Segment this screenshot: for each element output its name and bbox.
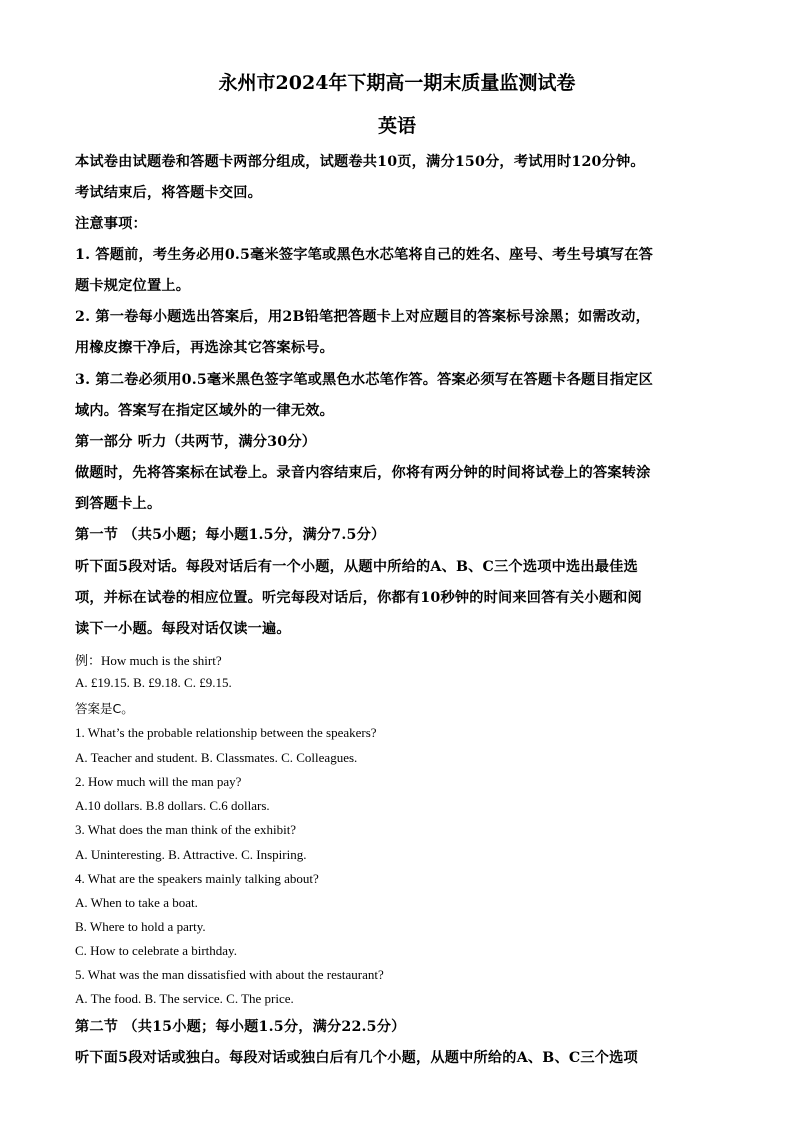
intro-line: 本试卷由试题卷和答题卡两部分组成，试题卷共10页，满分150分，考试用时120分钟。: [75, 154, 645, 170]
question-4-option-b: B. Where to hold a party.: [75, 919, 206, 934]
section1-instruction: 听下面5段对话。每段对话后有一个小题，从题中所给的A、B、C三个选项中选出最佳选: [75, 559, 638, 575]
question-3: 3. What does the man think of the exhibit?: [75, 822, 297, 837]
question-3-options: A. Uninteresting. B. Attractive. C. Inspiring.: [75, 847, 307, 862]
notice-line: 域内。答案写在指定区域外的一律无效。: [75, 403, 334, 419]
question-1-options: A. Teacher and student. B. Classmates. C. Colleagues.: [75, 750, 358, 765]
question-2: 2. How much will the man pay?: [75, 774, 242, 789]
question-5: 5. What was the man dissatisfied with about the restaurant?: [75, 967, 384, 982]
intro-line: 考试结束后，将答题卡交回。: [75, 185, 263, 201]
part1-instruction: 到答题卡上。: [75, 496, 162, 512]
question-4-option-a: A. When to take a boat.: [75, 895, 198, 910]
section2-instruction: 听下面5段对话或独白。每段对话或独白后有几个小题，从题中所给的A、B、C三个选项: [75, 1050, 638, 1066]
section1-instruction: 读下一小题。每段对话仅读一遍。: [75, 621, 291, 637]
notice-line: 题卡规定位置上。: [75, 278, 191, 294]
notice-heading: 注意事项：: [75, 216, 147, 232]
notice-line: 2. 第一卷每小题选出答案后，用2B铅笔把答题卡上对应题目的答案标号涂黑；如需改动，: [75, 309, 650, 325]
question-4: 4. What are the speakers mainly talking about?: [75, 871, 319, 886]
exam-title: 永州市2024年下期高一期末质量监测试卷: [218, 72, 576, 94]
question-1: 1. What’s the probable relationship between the speakers?: [75, 725, 377, 740]
subject-title: 英语: [377, 115, 416, 137]
section1-heading: 第一节 （共5小题；每小题1.5分，满分7.5分）: [75, 527, 386, 543]
notice-line: 用橡皮擦干净后，再选涂其它答案标号。: [75, 340, 334, 356]
example-options: A. £19.15. B. £9.18. C. £9.15.: [75, 675, 232, 690]
notice-line: 3. 第二卷必须用0.5毫米黑色签字笔或黑色水芯笔作答。答案必须写在答题卡各题目指定区: [75, 372, 653, 388]
part1-instruction: 做题时，先将答案标在试卷上。录音内容结束后，你将有两分钟的时间将试卷上的答案转涂: [75, 465, 651, 481]
section1-instruction: 项，并标在试卷的相应位置。听完每段对话后，你都有10秒钟的时间来回答有关小题和阅: [75, 590, 642, 606]
question-2-options: A.10 dollars. B.8 dollars. C.6 dollars.: [75, 798, 270, 813]
example-answer: 答案是C。: [75, 701, 134, 716]
question-4-option-c: C. How to celebrate a birthday.: [75, 943, 237, 958]
part1-heading: 第一部分 听力（共两节，满分30分）: [75, 434, 317, 450]
example-question: 例：How much is the shirt?: [75, 653, 222, 668]
section2-heading: 第二节 （共15小题；每小题1.5分，满分22.5分）: [75, 1019, 406, 1035]
question-5-options: A. The food. B. The service. C. The price.: [75, 991, 294, 1006]
notice-line: 1. 答题前，考生务必用0.5毫米签字笔或黑色水芯笔将自己的姓名、座号、考生号填写在答: [75, 247, 653, 263]
